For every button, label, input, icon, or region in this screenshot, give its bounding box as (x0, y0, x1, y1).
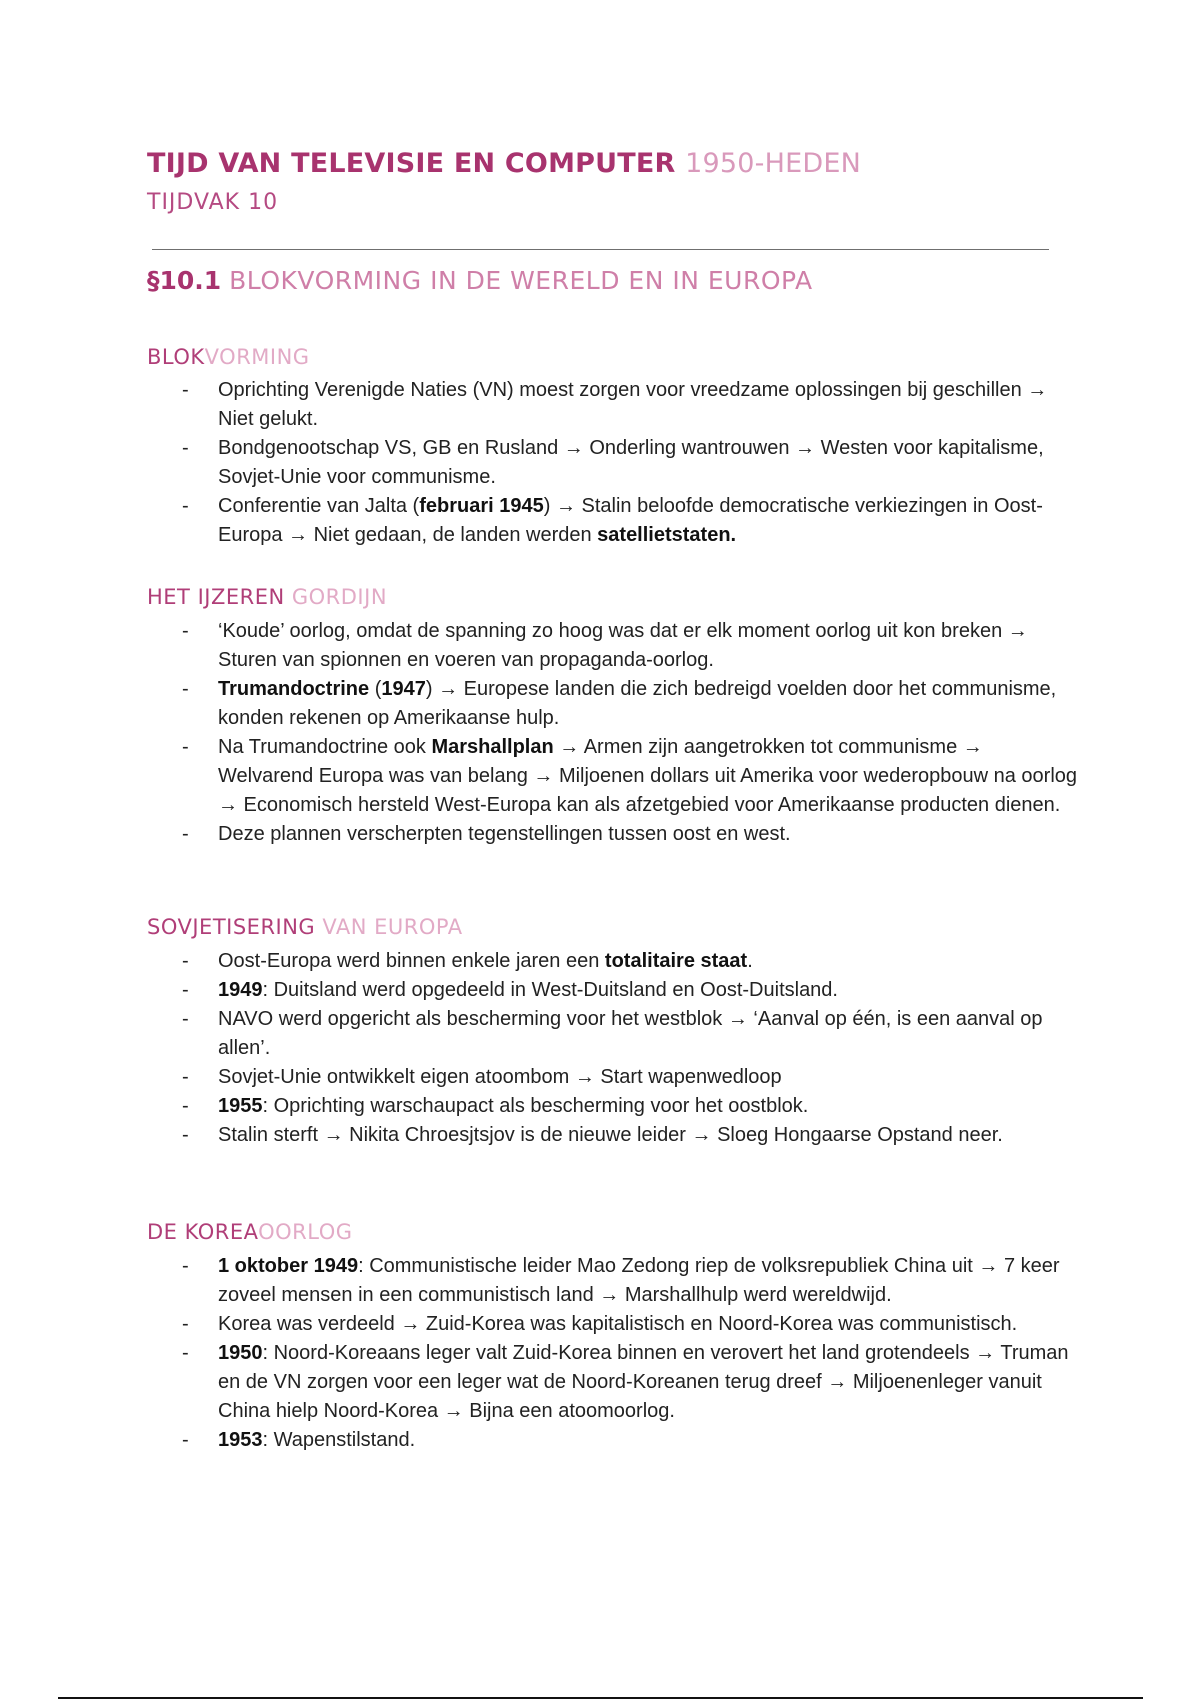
list-item: - Conferentie van Jalta (februari 1945) → Stalin beloofde democratische verkiezingen in Oost-Europa → Niet gedaan, de landen werden satellietstaten. (182, 495, 1043, 546)
subheading-ijzeren-gordijn: HET IJZEREN GORDIJN (147, 585, 388, 609)
list-item: - Oprichting Verenigde Naties (VN) moest zorgen voor vreedzame oplossingen bij geschillen → Niet gelukt. (182, 379, 1048, 430)
list-item: - ‘Koude’ oorlog, omdat de spanning zo hoog was dat er elk moment oorlog uit kon breken → Sturen van spionnen en voeren van propaganda-oorlog. (182, 620, 1028, 671)
page-title-years: 1950-HEDEN (685, 148, 861, 179)
list-item: - 1949: Duitsland werd opgedeeld in West-Duitsland en Oost-Duitsland. (182, 979, 838, 1001)
section-heading (147, 266, 813, 295)
list-item: - 1950: Noord-Koreaans leger valt Zuid-Korea binnen en verovert het land grotendeels → Truman en de VN zorgen voor een leger wat de Noord-Koreanen terug dreef → Miljoenenleger vanuit China hielp Noord-Korea → Bijna een atoomoorlog. (182, 1342, 1069, 1422)
page-title (147, 148, 861, 179)
list-blokvorming (0, 376, 1200, 550)
list-item: - NAVO werd opgericht als bescherming voor het westblok → ‘Aanval op één, is een aanval op allen’. (182, 1008, 1043, 1059)
subheading-koreaoorlog: DE KOREAOORLOG (147, 1220, 353, 1244)
list-item: - Oost-Europa werd binnen enkele jaren een totalitaire staat. (182, 950, 753, 972)
page-title-main: TIJD VAN TELEVISIE EN COMPUTER (147, 148, 676, 179)
list-item: - Stalin sterft → Nikita Chroesjtsjov is de nieuwe leider → Sloeg Hongaarse Opstand neer. (182, 1124, 1003, 1146)
list-item: - Deze plannen verscherpten tegenstellingen tussen oost en west. (182, 823, 791, 845)
section-number: §10.1 (147, 266, 222, 295)
page-subtitle: TIJDVAK 10 (147, 190, 279, 215)
list-koreaoorlog (0, 1252, 1200, 1455)
list-item: - Sovjet-Unie ontwikkelt eigen atoombom → Start wapenwedloop (182, 1066, 782, 1088)
list-item: - 1 oktober 1949: Communistische leider Mao Zedong riep de volksrepubliek China uit → 7 keer zoveel mensen in een communistisch land → Marshallhulp werd wereldwijd. (182, 1255, 1060, 1306)
list-sovjetisering (0, 947, 1200, 1150)
list-item: - Bondgenootschap VS, GB en Rusland → Onderling wantrouwen → Westen voor kapitalisme, Sovjet-Unie voor communisme. (182, 437, 1044, 488)
list-item: - 1953: Wapenstilstand. (182, 1429, 416, 1451)
subheading-sovjetisering: SOVJETISERING VAN EUROPA (147, 915, 463, 939)
title-divider (152, 249, 1049, 250)
section-title: BLOKVORMING IN DE WERELD EN IN EUROPA (229, 266, 813, 295)
list-item: - 1955: Oprichting warschaupact als bescherming voor het oostblok. (182, 1095, 809, 1117)
list-ijzeren-gordijn (0, 617, 1200, 849)
list-item: - Trumandoctrine (1947) → Europese landen die zich bedreigd voelden door het communisme, konden rekenen op Amerikaanse hulp. (182, 678, 1057, 729)
subheading-blokvorming: BLOKVORMING (147, 345, 310, 369)
list-item: - Na Trumandoctrine ook Marshallplan → Armen zijn aangetrokken tot communisme → Welvarend Europa was van belang → Miljoenen dollars uit Amerika voor wederopbouw na oorlog → Economisch hersteld West-Europa kan als afzetgebied voor Amerikaanse producten dienen. (182, 736, 1078, 816)
page-bottom-divider (58, 1697, 1143, 1699)
list-item: - Korea was verdeeld → Zuid-Korea was kapitalistisch en Noord-Korea was communistisch. (182, 1313, 1018, 1335)
